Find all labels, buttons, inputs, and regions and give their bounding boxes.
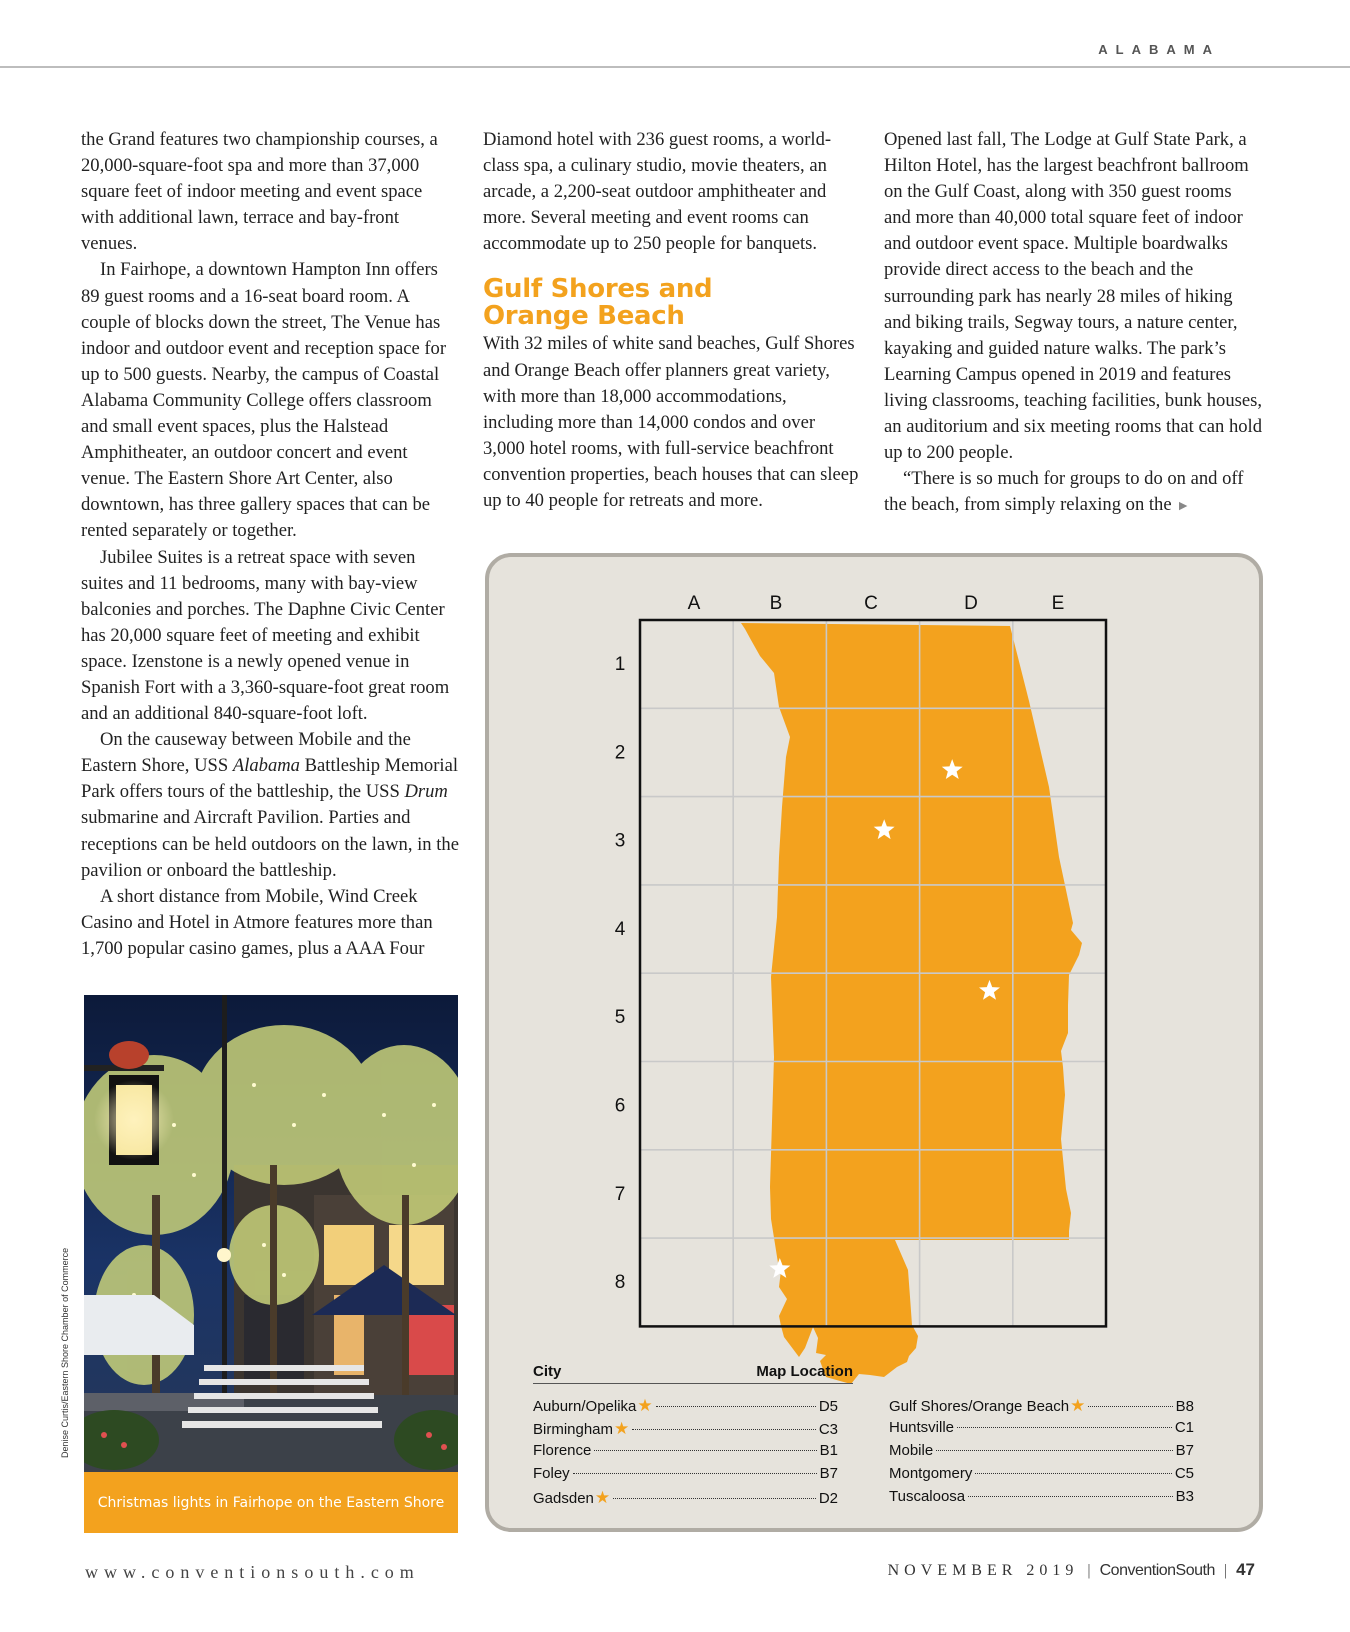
column1-paragraph-4-run-3: Battleship Memorial Park offers tours of the battleship, the USS — [81, 755, 459, 803]
legend-location: B7 — [1175, 1442, 1194, 1459]
photo-caption: Christmas lights in Fairhope on the Eastern Shore — [84, 1472, 458, 1533]
legend-city: Foley — [533, 1465, 570, 1482]
legend-header-city: City — [533, 1363, 562, 1380]
legend-city: Montgomery — [889, 1465, 973, 1482]
legend-city: Birmingham — [533, 1421, 614, 1438]
footer-separator-2: | — [1223, 1562, 1228, 1579]
column1-paragraph-4-run-5: submarine and Aircraft Pavilion. Parties and receptions can be held outdoors on the lawn, in the pavilion or onboard the battleship. — [81, 807, 459, 881]
map-row-label-7: 7 — [614, 1183, 626, 1205]
column1-paragraph-3 — [81, 545, 459, 728]
alabama-map-panel — [485, 553, 1263, 1532]
map-row-label-8: 8 — [614, 1272, 626, 1294]
legend-location: D2 — [818, 1490, 838, 1507]
leader-dots — [936, 1450, 1172, 1451]
column1-paragraph-5-run-1: A short distance from Mobile, Wind Creek Casino and Hotel in Atmore features more than 1,700 popular casino games, plus a AAA Four — [81, 885, 433, 959]
star-icon: ★ — [614, 1419, 630, 1438]
legend-header — [533, 1363, 853, 1384]
legend-row — [889, 1488, 1194, 1511]
legend-row — [889, 1419, 1194, 1442]
column1-paragraph-1 — [81, 127, 459, 257]
column1-paragraph-4-run-1: On the causeway between Mobile and the Eastern Shore, USS — [81, 729, 411, 777]
legend-city: Gulf Shores/Orange Beach — [889, 1398, 1070, 1415]
footer-url: www.conventionsouth.com — [85, 1562, 420, 1582]
page-number: 47 — [1236, 1560, 1255, 1579]
legend-row — [533, 1442, 838, 1465]
leader-dots — [613, 1498, 816, 1499]
leader-dots — [656, 1406, 816, 1407]
legend-city: Gadsden — [533, 1490, 594, 1507]
legend-city: Florence — [533, 1442, 592, 1459]
leader-dots — [957, 1427, 1172, 1428]
legend-location: B8 — [1175, 1398, 1194, 1415]
map-row-label-5: 5 — [614, 1007, 626, 1029]
legend-row — [889, 1442, 1194, 1465]
map-column-label-e: E — [1051, 593, 1065, 614]
leader-dots — [573, 1473, 817, 1474]
column1-paragraph-2-run-1: In Fairhope, a downtown Hampton Inn offers 89 guest rooms and a 16-seat board room. A couple of blocks down the street, The Venue has indoor and outdoor event and reception space for up to 500 guests. Nearby, the campus of Coastal Alabama Community College offers classroom and small event spaces, plus the Halstead Amphitheater, an outdoor concert and event venue. The Eastern Shore Art Center, also downtown, has three gallery spaces that can be rented separately or together. — [81, 259, 447, 542]
leader-dots — [632, 1429, 816, 1430]
legend-row — [889, 1465, 1194, 1488]
column1-paragraph-1-run-1: the Grand features two championship courses, a 20,000-square-foot spa and more than 37,000 square feet of indoor meeting and event space with additional lawn, terrace and bay-front venues. — [81, 129, 438, 255]
article-column-1 — [81, 127, 459, 962]
column1-paragraph-2 — [81, 257, 459, 544]
column2-intro: Diamond hotel with 236 guest rooms, a world-class spa, a culinary studio, movie theaters, an arcade, a 2,200-seat outdoor amphitheater and more. Several meeting and event rooms can accommodate up to 250 people for banquets. — [483, 129, 832, 255]
column3-paragraph-2 — [884, 466, 1262, 520]
legend-row — [533, 1396, 838, 1419]
section-heading — [483, 276, 861, 330]
legend-location: D5 — [818, 1398, 838, 1415]
legend-location: B1 — [819, 1442, 838, 1459]
map-row-label-4: 4 — [614, 918, 626, 940]
legend-city: Tuscaloosa — [889, 1488, 966, 1505]
legend-location: B7 — [819, 1465, 838, 1482]
map-column-labels — [688, 593, 1065, 614]
footer-issue-info — [888, 1560, 1255, 1580]
map-row-label-3: 3 — [614, 830, 626, 852]
map-row-label-2: 2 — [614, 742, 626, 764]
column3-paragraph-2-text: “There is so much for groups to do on and off the beach, from simply relaxing on the — [884, 468, 1244, 516]
footer-issue: NOVEMBER 2019 — [887, 1562, 1079, 1579]
column2-body: With 32 miles of white sand beaches, Gulf Shores and Orange Beach offer planners great variety, with more than 18,000 accommodations, including more than 14,000 condos and over 3,000 hotel rooms, with full-service beachfront convention properties, beach houses that can sleep up to 40 people for retreats and more. — [483, 333, 859, 512]
footer-separator: | — [1087, 1562, 1091, 1579]
column1-paragraph-4-run-2: Alabama — [232, 755, 300, 777]
legend-header-location: Map Location — [756, 1363, 853, 1380]
photo-credit: Denise Curtis/Eastern Shore Chamber of Commerce — [60, 1247, 70, 1458]
star-icon: ★ — [637, 1396, 653, 1415]
leader-dots — [975, 1473, 1171, 1474]
column1-paragraph-3-run-1: Jubilee Suites is a retreat space with seven suites and 11 bedrooms, many with bay-view balconies and porches. The Daphne Civic Center has 20,000 square feet of meeting and exhibit space. Izenstone is a newly opened venue in Spanish Fort with a 3,360-square-foot great room and an additional 840-square-foot loft. — [81, 546, 450, 725]
continue-arrow-icon: ► — [1176, 499, 1191, 515]
article-column-2 — [483, 127, 861, 514]
map-row-label-1: 1 — [614, 654, 626, 675]
alabama-state-shape — [741, 623, 1082, 1384]
map-column-label-b: B — [769, 593, 783, 614]
column1-paragraph-4-run-4: Drum — [404, 781, 448, 803]
column3-paragraph-1: Opened last fall, The Lodge at Gulf State Park, a Hilton Hotel, has the largest beachfront ballroom on the Gulf Coast, along with 350 guest rooms and more than 40,000 total square feet of indoor and outdoor event space. Multiple boardwalks provide direct access to the beach and the surrounding park has nearly 28 miles of hiking and biking trails, Segway tours, a nature center, kayaking and guided nature walks. The park’s Learning Campus opened in 2019 and features living classrooms, teaching facilities, bunk houses, an auditorium and six meeting rooms that can hold up to 200 people. — [884, 129, 1263, 464]
star-icon: ★ — [1070, 1396, 1086, 1415]
heading-line-1: Gulf Shores and — [483, 274, 713, 305]
legend-left-column — [533, 1396, 838, 1511]
map-row-label-6: 6 — [614, 1095, 626, 1117]
legend-row — [889, 1396, 1194, 1419]
article-column-3 — [884, 127, 1262, 520]
legend-location: B3 — [1175, 1488, 1194, 1505]
legend-city: Huntsville — [889, 1419, 955, 1436]
column1-paragraph-5 — [81, 884, 459, 962]
fairhope-photo — [84, 995, 458, 1533]
legend-right-column — [889, 1396, 1194, 1511]
leader-dots — [594, 1450, 816, 1451]
legend-city: Auburn/Opelika — [533, 1398, 637, 1415]
legend-location: C5 — [1174, 1465, 1194, 1482]
map-column-label-d: D — [964, 593, 978, 614]
map-row-labels — [615, 654, 626, 1293]
footer-magazine: ConventionSouth — [1099, 1562, 1215, 1579]
legend-city: Mobile — [889, 1442, 934, 1459]
leader-dots — [968, 1496, 1172, 1497]
star-icon: ★ — [594, 1488, 611, 1507]
legend-location: C3 — [818, 1421, 838, 1438]
section-label: ALABAMA — [1098, 42, 1220, 57]
map-column-label-a: A — [687, 593, 701, 614]
legend-row — [533, 1419, 838, 1442]
column1-paragraph-4 — [81, 727, 459, 884]
fairhope-photo-illustration — [84, 995, 458, 1533]
legend-row — [533, 1488, 838, 1511]
leader-dots — [1088, 1406, 1172, 1407]
legend-row — [533, 1465, 838, 1488]
header-rule — [0, 66, 1350, 68]
map-column-label-c: C — [864, 593, 878, 614]
legend-location: C1 — [1174, 1419, 1194, 1436]
heading-line-2: Orange Beach — [483, 301, 685, 332]
